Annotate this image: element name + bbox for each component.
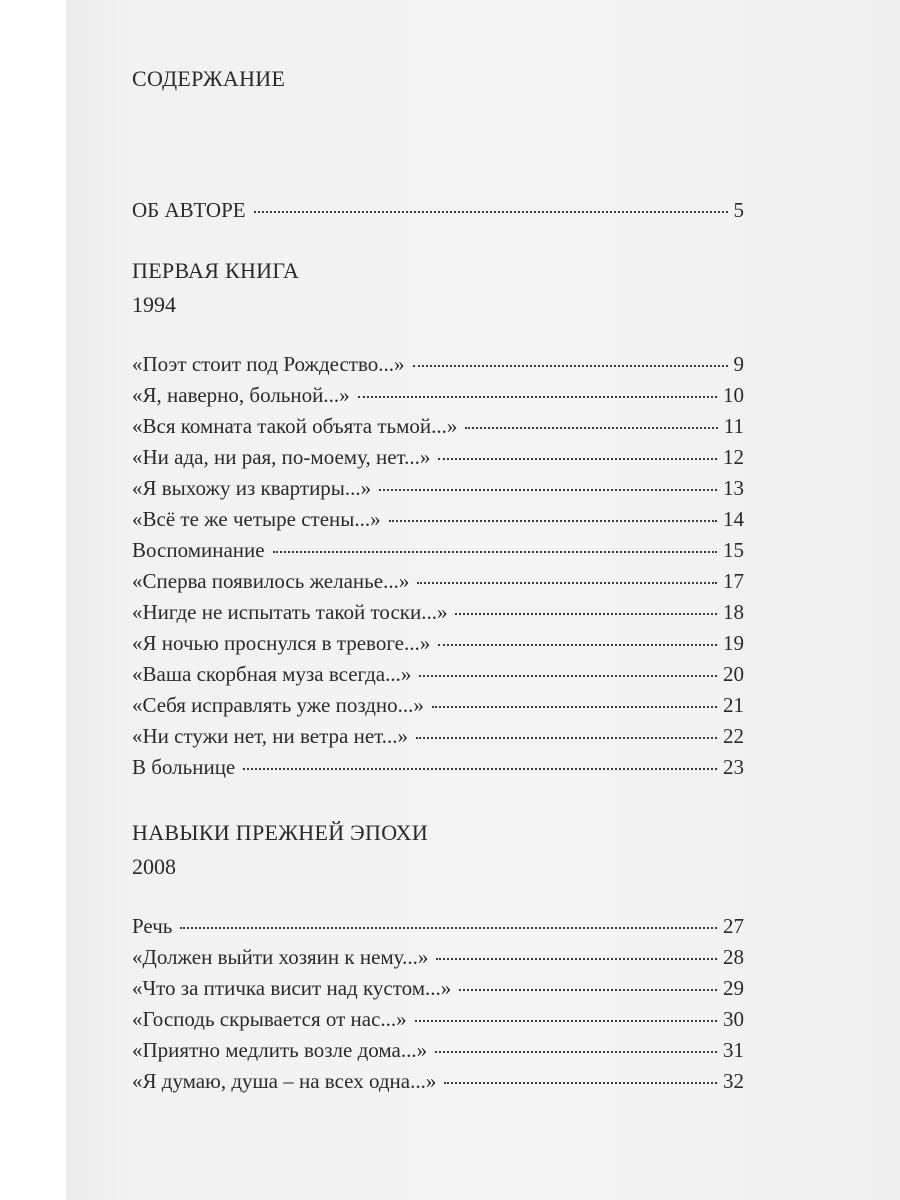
dot-leader: [419, 675, 717, 677]
entry-page: 13: [723, 476, 744, 500]
toc-entry: [132, 724, 744, 752]
entry-title: «Я ночью проснулся в тревоге...»: [132, 631, 431, 655]
entry-title: «Я выхожу из квартиры...»: [132, 476, 372, 500]
entry-page: 28: [723, 945, 744, 969]
entry-title: «Должен выйти хозяин к нему...»: [132, 945, 429, 969]
dot-leader: [379, 489, 717, 491]
toc-entry: [132, 414, 744, 442]
toc-entry-about: [132, 198, 744, 226]
entry-title: «Себя исправлять уже поздно...»: [132, 693, 424, 717]
entry-page: 19: [723, 631, 744, 655]
entry-title: Воспоминание: [132, 538, 265, 562]
entry-page: 17: [723, 569, 744, 593]
entry-page: 23: [723, 755, 744, 779]
toc-entry: [132, 1069, 744, 1097]
toc-entry: [132, 662, 744, 690]
entry-page: 30: [723, 1007, 744, 1031]
dot-leader: [416, 737, 717, 739]
dot-leader: [436, 958, 717, 960]
dot-leader: [455, 613, 717, 615]
entry-title: «Что за птичка висит над кустом...»: [132, 976, 452, 1000]
toc-entry: [132, 914, 744, 942]
entry-title: «Я думаю, душа – на всех одна...»: [132, 1069, 437, 1093]
dot-leader: [438, 458, 717, 460]
entry-page: 12: [723, 445, 744, 469]
entry-page: 15: [723, 538, 744, 562]
entry-page: 29: [723, 976, 744, 1000]
entry-title: «Сперва появилось желанье...»: [132, 569, 410, 593]
entry-title: «Ни стужи нет, ни ветра нет...»: [132, 724, 409, 748]
dot-leader: [180, 927, 717, 929]
toc-entry: [132, 631, 744, 659]
toc-entry: [132, 445, 744, 473]
entry-page: 11: [723, 414, 744, 438]
entry-page: 10: [723, 383, 744, 407]
toc-entry: [132, 1038, 744, 1066]
entry-page: 31: [723, 1038, 744, 1062]
toc-entry: [132, 538, 744, 566]
dot-leader: [432, 706, 717, 708]
entry-page: 32: [723, 1069, 744, 1093]
dot-leader: [438, 644, 717, 646]
entry-page: 21: [723, 693, 744, 717]
toc-entry: [132, 755, 744, 783]
entry-title: «Поэт стоит под Рождество...»: [132, 352, 405, 376]
entry-page: 18: [723, 600, 744, 624]
toc-entry: [132, 600, 744, 628]
entry-title: «Вся комната такой объята тьмой...»: [132, 414, 458, 438]
dot-leader: [444, 1082, 717, 1084]
toc-entry: [132, 507, 744, 535]
entry-title: «Ни ада, ни рая, по-моему, нет...»: [132, 445, 431, 469]
toc-entry: [132, 569, 744, 597]
entry-title: Речь: [132, 914, 173, 938]
entry-title: «Я, наверно, больной...»: [132, 383, 350, 407]
toc-entry: [132, 476, 744, 504]
toc-entry: [132, 693, 744, 721]
entry-page: 5: [733, 198, 744, 222]
section-title: ПЕРВАЯ КНИГА: [132, 258, 300, 283]
entry-page: 22: [723, 724, 744, 748]
entry-title: «Ваша скорбная муза всегда...»: [132, 662, 412, 686]
dot-leader: [465, 427, 717, 429]
entry-title: «Всё те же четыре стены...»: [132, 507, 381, 531]
dot-leader: [435, 1051, 717, 1053]
section-year: 2008: [132, 854, 176, 879]
toc-entry: [132, 383, 744, 411]
section-year: 1994: [132, 292, 176, 317]
entry-page: 20: [723, 662, 744, 686]
dot-leader: [459, 989, 717, 991]
dot-leader: [413, 365, 728, 367]
entry-title: «Нигде не испытать такой тоски...»: [132, 600, 448, 624]
dot-leader: [254, 211, 728, 213]
dot-leader: [389, 520, 717, 522]
entry-page: 9: [733, 352, 744, 376]
entry-title: «Приятно медлить возле дома...»: [132, 1038, 428, 1062]
entry-page: 14: [723, 507, 744, 531]
dot-leader: [417, 582, 717, 584]
entry-title: ОБ АВТОРЕ: [132, 198, 246, 222]
entry-page: 27: [723, 914, 744, 938]
dot-leader: [243, 768, 717, 770]
toc-entry: [132, 1007, 744, 1035]
toc-title: СОДЕРЖАНИЕ: [132, 66, 286, 91]
section-title: НАВЫКИ ПРЕЖНЕЙ ЭПОХИ: [132, 820, 429, 845]
entry-title: В больнице: [132, 755, 236, 779]
dot-leader: [273, 551, 717, 553]
toc-entry: [132, 352, 744, 380]
toc-entry: [132, 945, 744, 973]
entry-title: «Господь скрывается от нас...»: [132, 1007, 407, 1031]
toc-entry: [132, 976, 744, 1004]
dot-leader: [415, 1020, 717, 1022]
dot-leader: [358, 396, 717, 398]
